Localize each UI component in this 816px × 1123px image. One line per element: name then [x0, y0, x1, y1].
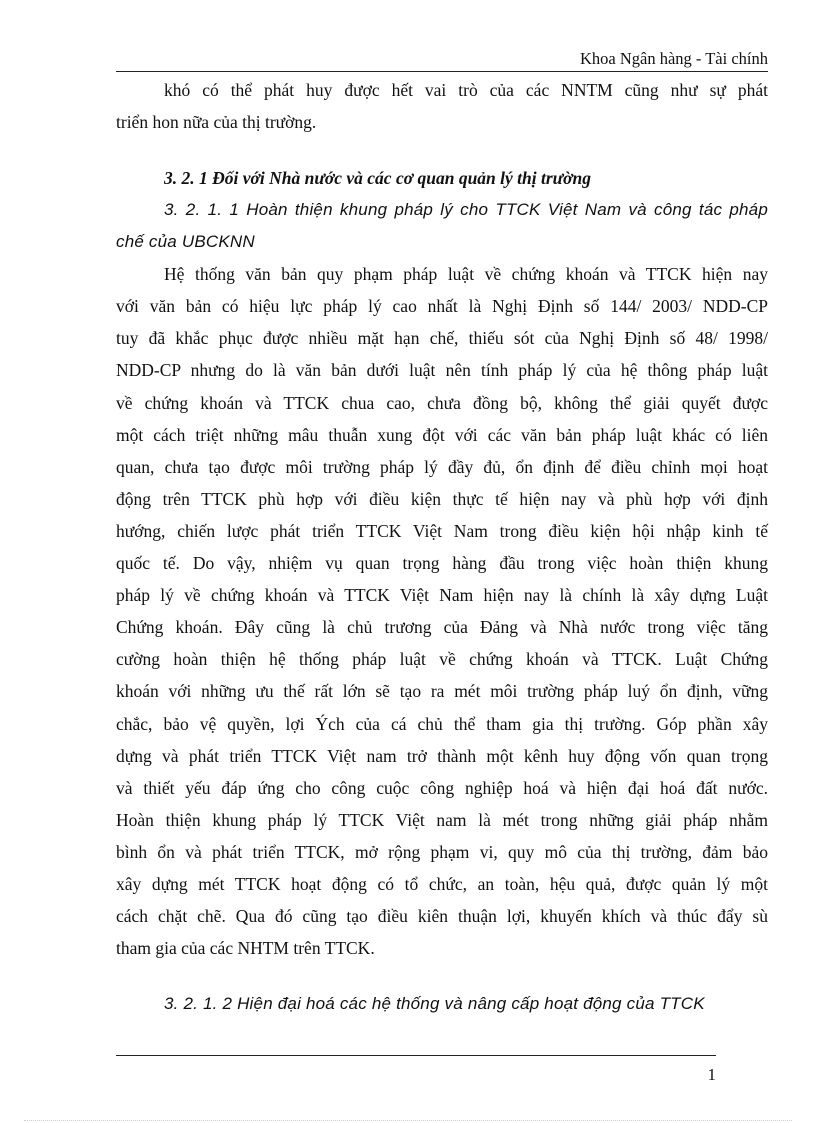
intro-paragraph [116, 74, 768, 138]
text-line: 3. 2. 1. 1 Hoàn thiện khung pháp lý cho TTCK Việt Nam và công tác pháp [164, 200, 768, 220]
text-line: triển hon nữa của thị trường. [116, 112, 317, 133]
text-line: quan, chưa tạo được môi trường pháp lý đầy đủ, ổn định để điều chỉnh mọi hoạt [116, 456, 768, 477]
text-line: Hoàn thiện khung pháp lý TTCK Việt nam là mét trong những giải pháp nhằm [116, 809, 768, 830]
text-line: một cách triệt những mâu thuẫn xung đột với các văn bản pháp luật khác có liên [116, 424, 768, 445]
page-edge [24, 1120, 792, 1121]
text-line: Hệ thống văn bản quy phạm pháp luật về chứng khoán và TTCK hiện nay [164, 264, 768, 285]
text-line: động trên TTCK phù hợp với điều kiện thực tế hiện nay và phù hợp với định [116, 488, 768, 509]
text-line: tuy đã khắc phục được nhiều mặt hạn chế, thiếu sót của Nghị Định số 48/ 1998/ [116, 328, 768, 349]
text-line: tham gia của các NHTM trên TTCK. [116, 938, 375, 959]
text-line: NDD-CP nhưng do là văn bản dưới luật nên tính pháp lý của hệ thông pháp luật [116, 360, 768, 381]
section-heading: 3. 2. 1 Đối với Nhà nước và các cơ quan quản lý thị trường [164, 168, 592, 189]
text-line: xây dựng mét TTCK hoạt động có tổ chức, an toàn, hệu quả, được quản lý một [116, 873, 768, 894]
text-line: cường hoàn thiện hệ thống pháp luật về chứng khoán và TTCK. Luật Chứng [116, 649, 768, 670]
text-line: hướng, chiến lược phát triển TTCK Việt Nam trong điều kiện hội nhập kinh tế [116, 520, 768, 541]
subsection-heading-1 [116, 194, 768, 258]
subsection-heading-2: 3. 2. 1. 2 Hiện đại hoá các hệ thống và nâng cấp hoạt động của TTCK [164, 994, 705, 1014]
text-line: với văn bản có hiệu lực pháp lý cao nhất là Nghị Định số 144/ 2003/ NDD-CP [116, 296, 768, 317]
text-line: về chứng khoán và TTCK chua cao, chưa đồng bộ, không thể giải quyết được [116, 392, 768, 413]
footer-divider [116, 1055, 716, 1056]
text-line: bình ổn và phát triển TTCK, mở rộng phạm vi, quy mô của thị trường, đảm bảo [116, 841, 768, 862]
header-divider [116, 71, 768, 72]
text-line: khoán với những ưu thế rất lớn sẽ tạo ra mét môi trường pháp luý ổn định, vững [116, 681, 768, 702]
page-header: Khoa Ngân hàng - Tài chính [579, 49, 768, 68]
document-body [116, 74, 768, 1020]
text-line: quốc tế. Do vậy, nhiệm vụ quan trọng hàng đầu trong việc hoàn thiện khung [116, 553, 768, 574]
text-line: dựng và phát triển TTCK Việt nam trở thành một kênh huy động vốn quan trọng [116, 745, 768, 766]
text-line: chắc, bảo vệ quyền, lợi Ých của cá chủ thể tham gia thị trường. Góp phần xây [116, 713, 768, 734]
page-number: 1 [707, 1065, 716, 1084]
text-line: pháp lý về chứng khoán và TTCK Việt Nam hiện nay là chính là xây dựng Luật [116, 585, 768, 606]
text-line: khó có thể phát huy được hết vai trò của các NNTM cũng như sự phát [164, 80, 768, 100]
text-line: và thiết yếu đáp ứng cho công cuộc công nghiệp hoá và hiện đại hoá đất nước. [116, 777, 768, 798]
body-paragraph [116, 258, 768, 964]
text-line: chế của UBCKNN [116, 232, 255, 252]
text-line: Chứng khoán. Đây cũng là chủ trương của Đảng và Nhà nước trong việc tăng [116, 617, 768, 638]
text-line: cách chặt chẽ. Qua đó cũng tạo điều kiên thuận lợi, khuyến khích và thúc đẩy sù [116, 906, 768, 927]
